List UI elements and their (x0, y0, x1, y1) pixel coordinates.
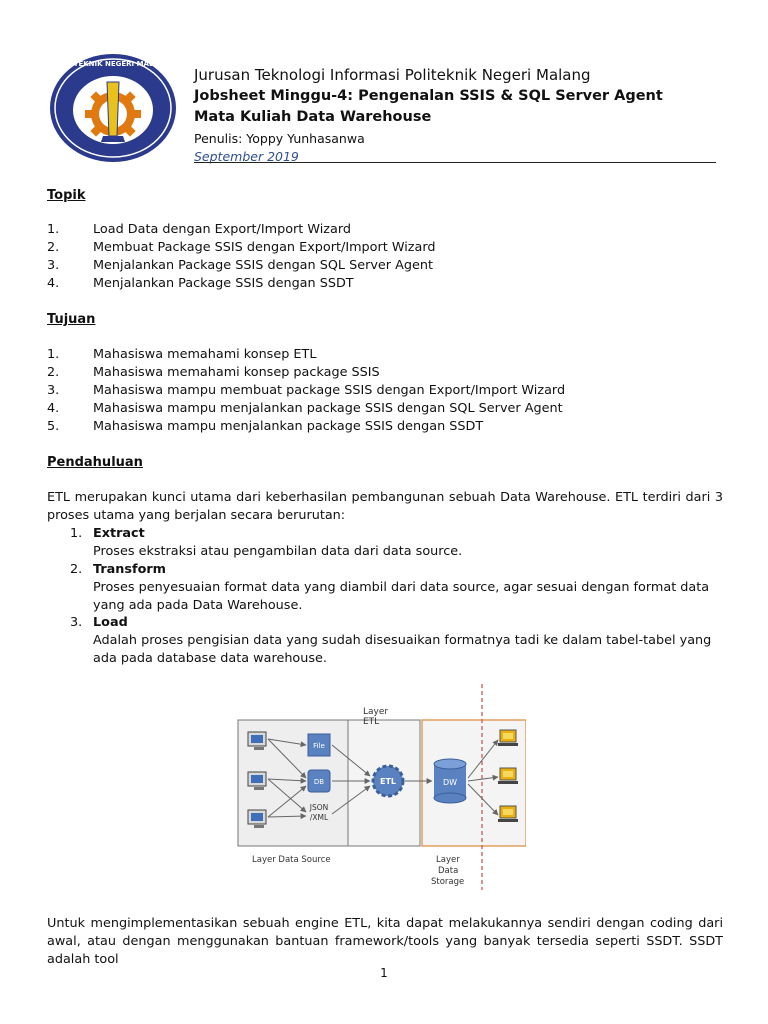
course-title: Mata Kuliah Data Warehouse (194, 109, 432, 125)
tujuan-list (47, 346, 565, 436)
document-header (194, 64, 724, 165)
topik-heading: Topik (47, 188, 86, 203)
step-description: Proses penyesuaian format data yang diambil dari data source, agar sesuai dengan format data yang ada pada Data Warehouse. (93, 580, 710, 613)
label-layer-etl-2: ETL (363, 717, 380, 727)
list-item (47, 221, 436, 239)
header-divider (194, 162, 716, 163)
list-item (47, 257, 436, 275)
user-workstation-icon (498, 730, 518, 746)
item-number: 1. (47, 222, 60, 237)
step-name: Extract (93, 526, 145, 541)
item-number: 2. (47, 240, 60, 255)
label-layer-etl-1: Layer (363, 707, 389, 717)
polinema-logo (48, 52, 178, 164)
item-number: 3. (47, 383, 60, 398)
item-text: Menjalankan Package SSIS dengan SSDT (93, 276, 354, 291)
step-number: 2. (70, 562, 83, 577)
date: September 2019 (194, 149, 299, 164)
step-description: Adalah proses pengisian data yang sudah disesuaikan formatnya tadi ke dalam tabel-tabel yang ada pada database data warehouse. (93, 633, 712, 666)
xml-label: /XML (309, 813, 329, 822)
step-number: 3. (70, 615, 83, 630)
db-label: DB (313, 778, 325, 786)
item-number: 2. (47, 365, 60, 380)
label-layer-storage-3: Storage (431, 877, 465, 887)
department-title: Jurusan Teknologi Informasi Politeknik Negeri Malang (194, 66, 591, 84)
label-layer-storage-1: Layer (436, 855, 460, 865)
item-number: 4. (47, 276, 60, 291)
item-number: 5. (47, 419, 60, 434)
closing-paragraph: Untuk mengimplementasikan sebuah engine ETL, kita dapat melakukannya sendiri dengan coding dari awal, atau dengan menggunakan bantuan framework/tools yang banyak tersedia seperti SSDT. SSDT adalah tool (47, 916, 723, 967)
item-number: 4. (47, 401, 60, 416)
item-text: Mahasiswa mampu membuat package SSIS dengan Export/Import Wizard (93, 383, 566, 398)
author: Penulis: Yoppy Yunhasanwa (194, 131, 365, 146)
user-workstation-icon (498, 768, 518, 784)
list-item (47, 364, 565, 382)
item-text: Load Data dengan Export/Import Wizard (93, 222, 352, 237)
item-text: Mahasiswa memahami konsep ETL (93, 347, 317, 362)
step-number: 1. (70, 526, 83, 541)
item-text: Mahasiswa memahami konsep package SSIS (93, 365, 380, 380)
logo-text: POLITEKNIK NEGERI MALANG (55, 60, 171, 68)
item-number: 1. (47, 347, 60, 362)
list-item (47, 239, 436, 257)
file-label: File (313, 742, 325, 750)
topik-list (47, 221, 436, 293)
label-layer-storage-2: Data (438, 866, 459, 876)
list-item (47, 418, 565, 436)
jobsheet-title: Jobsheet Minggu-4: Pengenalan SSIS & SQL Server Agent (194, 88, 663, 104)
pendahuluan-heading: Pendahuluan (47, 455, 143, 470)
intro-paragraph: ETL merupakan kunci utama dari keberhasilan pembangunan sebuah Data Warehouse. ETL terdiri dari 3 proses utama yang berjalan secara berurutan: (47, 490, 723, 523)
item-text: Membuat Package SSIS dengan Export/Import Wizard (93, 240, 436, 255)
list-item (47, 382, 565, 400)
item-text: Mahasiswa mampu menjalankan package SSIS dengan SSDT (93, 419, 484, 434)
list-item (47, 275, 436, 293)
item-text: Mahasiswa mampu menjalankan package SSIS dengan SQL Server Agent (93, 401, 563, 416)
tujuan-heading: Tujuan (47, 312, 96, 327)
list-item (47, 400, 565, 418)
step-description: Proses ekstraksi atau pengambilan data dari data source. (93, 544, 463, 559)
list-item (47, 346, 565, 364)
etl-architecture-diagram (236, 682, 526, 892)
item-text: Menjalankan Package SSIS dengan SQL Server Agent (93, 258, 434, 273)
page-number: 1 (380, 966, 388, 980)
step-name: Load (93, 615, 128, 630)
json-label: JSON (309, 803, 329, 812)
etl-label: ETL (379, 777, 397, 786)
dw-label: DW (442, 778, 458, 787)
label-layer-data-source: Layer Data Source (252, 855, 331, 865)
user-workstation-icon (498, 806, 518, 822)
item-number: 3. (47, 258, 60, 273)
step-name: Transform (93, 562, 167, 577)
